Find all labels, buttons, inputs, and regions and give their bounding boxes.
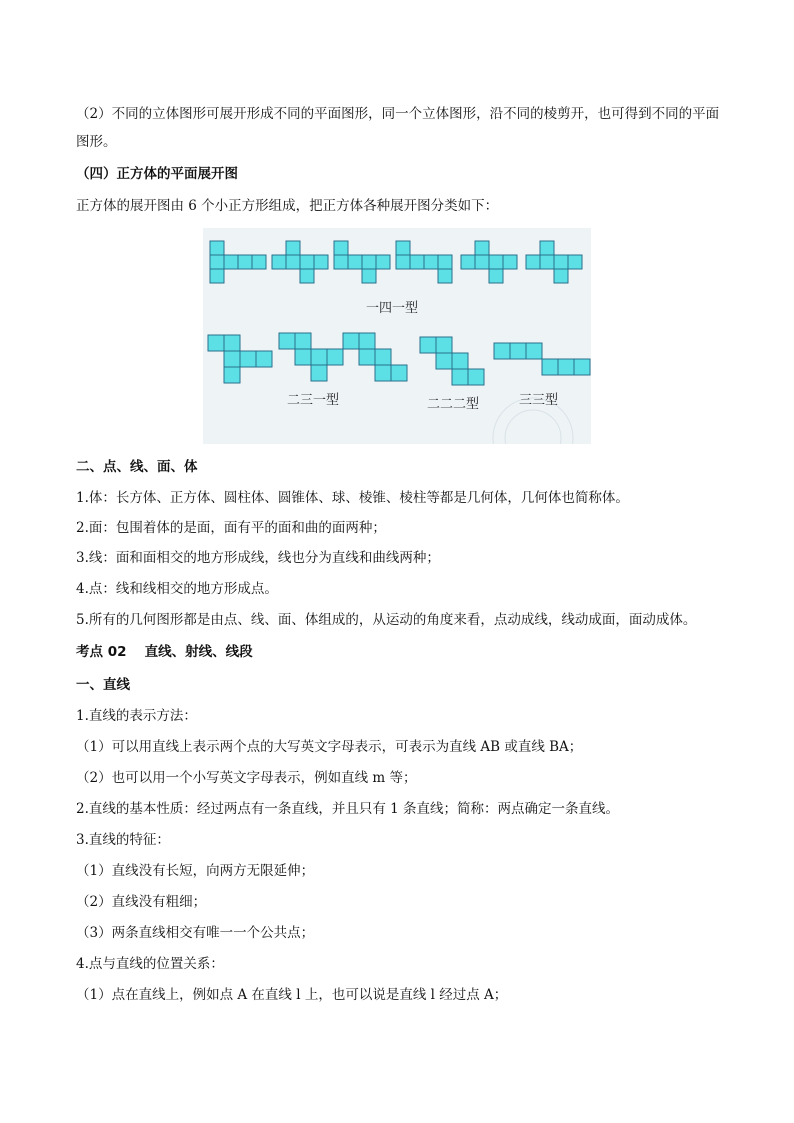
net-222 [420, 337, 484, 385]
net-33 [494, 343, 590, 375]
label-type-141: 一四一型 [366, 301, 419, 316]
item-point-on-line: （1）点在直线上，例如点 A 在直线 l 上，也可以说是直线 l 经过点 A； [76, 987, 508, 1003]
item-point-line-relation: 4.点与直线的位置关系： [76, 956, 224, 972]
net-141-6 [526, 241, 582, 283]
net-141-3 [334, 241, 390, 283]
item-line-feature-3: （3）两条直线相交有唯一一个公共点； [76, 925, 315, 941]
label-type-231: 二三一型 [287, 393, 340, 408]
net-141-4 [396, 241, 452, 283]
label-type-222: 二二二型 [427, 397, 480, 412]
net-141-5 [461, 241, 517, 283]
paragraph-unfold-note: （2）不同的立体图形可展开形成不同的平面图形，同一个立体图形，沿不同的棱剪开，也可得到不同的平面图形。 [76, 106, 720, 150]
item-line-feature-1: （1）直线没有长短，向两方无限延伸； [76, 863, 315, 879]
item-line-property: 2.直线的基本性质：经过两点有一条直线，并且只有 1 条直线；简称：两点确定一条直线。 [76, 801, 620, 817]
net-231-3 [343, 333, 407, 381]
item-point: 4.点：线和线相交的地方形成点。 [76, 581, 278, 597]
heading-straight-line: 一、直线 [76, 677, 130, 693]
paragraph-cube-nets-intro: 正方体的展开图由 6 个小正方形组成，把正方体各种展开图分类如下： [76, 198, 499, 214]
net-141-2 [272, 241, 328, 283]
heading-key-point-02: 考点 02 直线、射线、线段 [76, 644, 253, 660]
net-231-2 [279, 333, 343, 381]
item-line-notation-2: （2）也可以用一个小写英文字母表示，例如直线 m 等； [76, 770, 417, 786]
net-141-1 [210, 241, 266, 283]
item-line-notation-1: （1）可以用直线上表示两个点的大写英文字母表示，可表示为直线 AB 或直线 BA； [76, 739, 583, 755]
item-surface: 2.面：包围着体的是面，面有平的面和曲的面两种； [76, 520, 386, 536]
heading-point-line-surface-solid: 二、点、线、面、体 [76, 459, 198, 475]
item-line-feature-2: （2）直线没有粗细； [76, 894, 207, 910]
item-line-notation: 1.直线的表示方法： [76, 708, 197, 724]
item-all-figures: 5.所有的几何图形都是由点、线、面、体组成的，从运动的角度来看，点动成线，线动成面，面动成体。 [76, 612, 697, 628]
item-line: 3.线：面和面相交的地方形成线，线也分为直线和曲线两种； [76, 550, 440, 566]
item-solid: 1.体：长方体、正方体、圆柱体、圆锥体、球、棱锥、棱柱等都是几何体，几何体也简称体。 [76, 490, 629, 506]
item-line-features: 3.直线的特征： [76, 832, 170, 848]
watermark-circle-inner [505, 410, 561, 444]
net-231-1 [208, 335, 272, 383]
cube-nets-figure [203, 228, 591, 444]
heading-cube-nets: （四）正方体的平面展开图 [76, 166, 238, 182]
cube-nets-diagram [203, 228, 591, 444]
label-type-33: 三三型 [519, 393, 559, 408]
